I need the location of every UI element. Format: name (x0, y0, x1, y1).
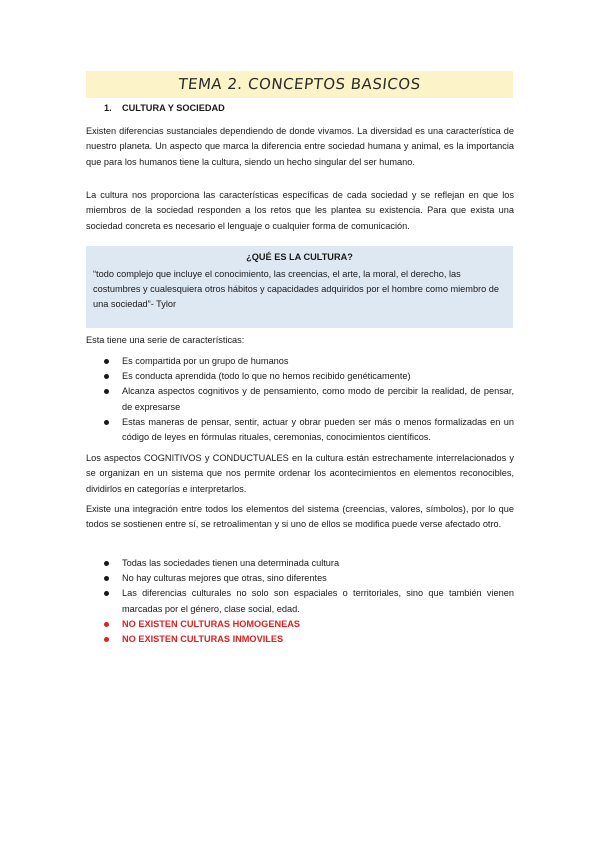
bullet-icon (104, 389, 109, 394)
bullet-icon (104, 561, 109, 566)
section-title: CULTURA Y SOCIEDAD (122, 103, 225, 113)
bullet-icon (104, 359, 109, 364)
bullet-icon (104, 622, 109, 627)
characteristics-list (104, 354, 514, 445)
list-item: No hay culturas mejores que otras, sino diferentes (104, 571, 514, 586)
list-item: Todas las sociedades tienen una determinada cultura (104, 556, 514, 571)
definition-quote: “todo complejo que incluye el conocimiento, las creencias, el arte, la moral, el derecho, las costumbres y cualesquiera otros hábitos y capacidades adquiridos por el hombre como miembro de una sociedad”- Tylor (93, 269, 499, 310)
list-item: Alcanza aspectos cognitivos y de pensamiento, como modo de percibir la realidad, de pensar, de expresarse (104, 384, 514, 414)
definition-box (86, 246, 513, 328)
bullet-icon (104, 420, 109, 425)
page-title: TEMA 2. CONCEPTOS BASICOS (177, 75, 422, 93)
title-banner (86, 71, 513, 98)
highlight-item: NO EXISTEN CULTURAS INMOVILES (104, 632, 514, 647)
paragraph-cognitive: Los aspectos COGNITIVOS y CONDUCTUALES en la cultura están estrechamente interrelacionados y se organizan en un sistema que nos permite ordenar los acontecimientos en elementos reconocibles, dividirlos en categorías e interpretarlos. (86, 453, 514, 494)
bullet-icon (104, 591, 109, 596)
list-item: Las diferencias culturales no solo son espaciales o territoriales, sino que también vienen marcadas por el género, clase social, edad. (104, 586, 514, 616)
paragraph-characteristics-intro: Esta tiene una serie de características: (86, 335, 245, 345)
paragraph-culture-role: La cultura nos proporciona las características específicas de cada sociedad y se reflejan en que los miembros de la sociedad responden a los retos que les plantea su existencia. Para que exista una sociedad concreta es necesario el lenguaje o cualquier forma de comunicación. (86, 190, 514, 231)
conclusions-list (104, 556, 514, 647)
bullet-icon (104, 374, 109, 379)
highlight-item: NO EXISTEN CULTURAS HOMOGENEAS (104, 617, 514, 632)
definition-title: ¿QUÉ ES LA CULTURA? (246, 252, 353, 262)
paragraph-intro: Existen diferencias sustanciales dependiendo de donde vivamos. La diversidad es una característica de nuestro planeta. Un aspecto que marca la diferencia entre sociedad humana y animal, es la importancia que para los humanos tiene la cultura, siendo un hecho singular del ser humano. (86, 126, 514, 167)
bullet-icon (104, 576, 109, 581)
list-item: Estas maneras de pensar, sentir, actuar y obrar pueden ser más o menos formalizadas en un código de leyes en fórmulas rituales, ceremonias, conocimientos científicos. (104, 415, 514, 445)
paragraph-integration: Existe una integración entre todos los elementos del sistema (creencias, valores, símbolos), por lo que todos se sostienen entre sí, se retroalimentan y si uno de ellos se modifica puede verse afectado otro. (86, 504, 514, 530)
list-item: Es compartida por un grupo de humanos (104, 354, 514, 369)
bullet-icon (104, 637, 109, 642)
section-number: 1. (104, 103, 112, 113)
section-heading (104, 103, 225, 113)
list-item: Es conducta aprendida (todo lo que no hemos recibido genéticamente) (104, 369, 514, 384)
